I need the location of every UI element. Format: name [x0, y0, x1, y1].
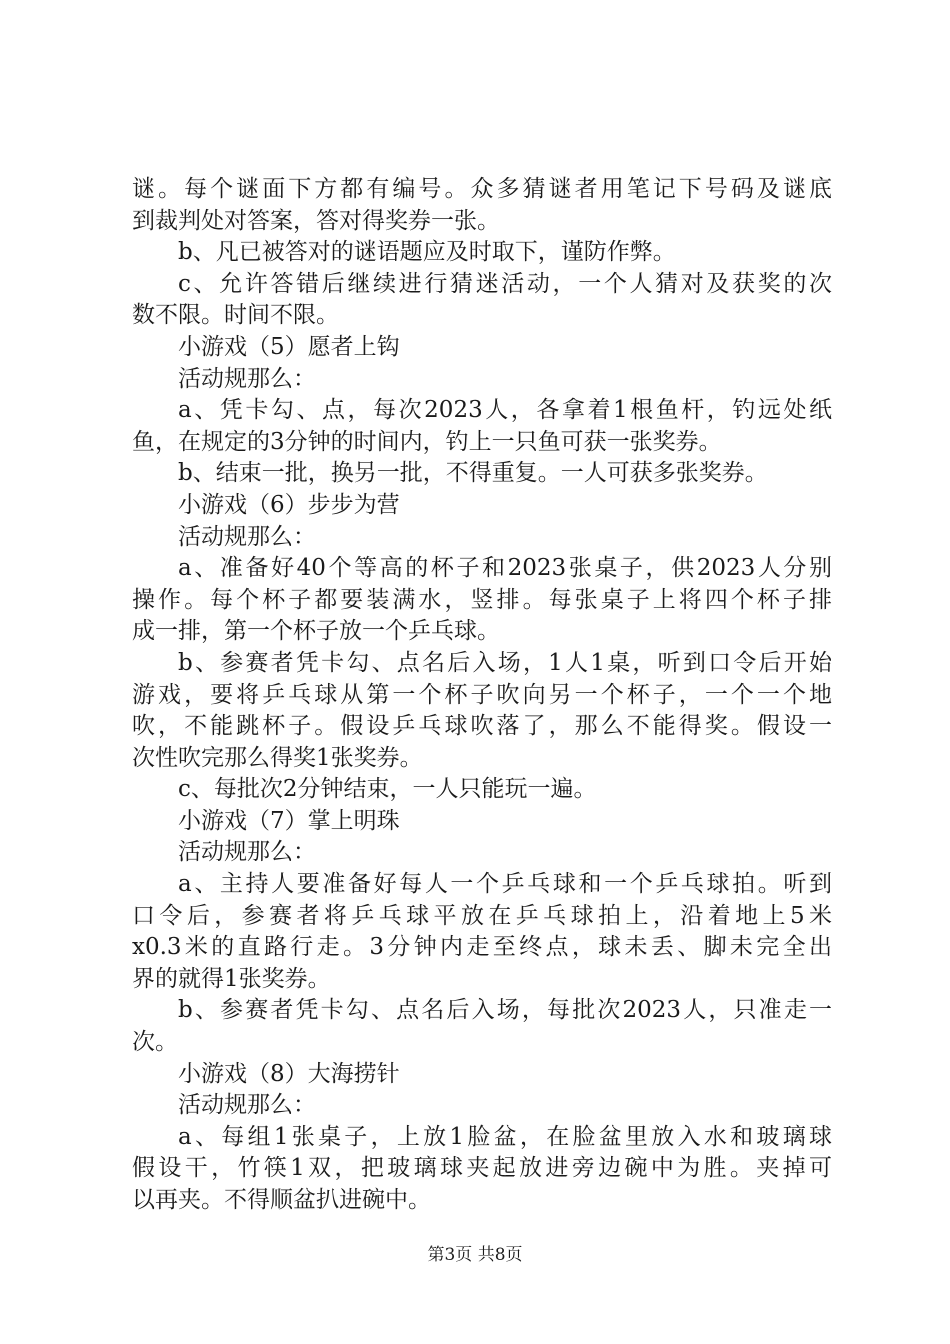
text-line: a、每组1张桌子，上放1脸盆，在脸盆里放入水和玻璃球 — [178, 1123, 832, 1150]
text-line: a、主持人要准备好每人一个乒乓球和一个乒乓球拍。听到 — [178, 871, 832, 898]
text-line: 以再夹。不得顺盆扒进碗中。 — [132, 1187, 431, 1213]
text-line: 谜。每个谜面下方都有编号。众多猜谜者用笔记下号码及谜底 — [132, 176, 832, 202]
rules-label: 活动规那么： — [178, 365, 316, 392]
page-number: 第3页 共8页 — [427, 1245, 523, 1265]
text-line: 到裁判处对答案，答对得奖券一张。 — [132, 207, 500, 234]
text-line: a、凭卡勾、点，每次2023人，各拿着1根鱼杆，钓远处纸 — [178, 397, 832, 424]
text-line: 成一排，第一个杯子放一个乒乓球。 — [132, 618, 500, 645]
text-line: 口令后，参赛者将乒乓球平放在乒乓球拍上，沿着地上5米 — [132, 902, 832, 929]
rules-label: 活动规那么： — [178, 839, 316, 866]
text-line: 吹，不能跳杯子。假设乒乓球吹落了，那么不能得奖。假设一 — [132, 713, 832, 740]
text-line: 鱼，在规定的3分钟的时间内，钓上一只鱼可获一张奖券。 — [132, 428, 722, 455]
text-line: b、结束一批，换另一批，不得重复。一人可获多张奖券。 — [178, 460, 768, 487]
text-line: 假设干，竹筷1双，把玻璃球夹起放进旁边碗中为胜。夹掉可 — [132, 1155, 832, 1182]
section-heading: 小游戏（7）掌上明珠 — [178, 807, 400, 834]
document-body — [132, 174, 832, 1217]
text-line: 界的就得1张奖券。 — [132, 965, 331, 992]
section-heading: 小游戏（8）大海捞针 — [178, 1060, 400, 1087]
section-heading: 小游戏（5）愿者上钩 — [178, 333, 400, 360]
text-line: 数不限。时间不限。 — [132, 302, 339, 329]
text-line: a、准备好40个等高的杯子和2023张桌子，供2023人分别 — [178, 555, 832, 582]
text-line: 游戏，要将乒乓球从第一个杯子吹向另一个杯子，一个一个地 — [132, 681, 832, 708]
rules-label: 活动规那么： — [178, 523, 316, 550]
text-line: 操作。每个杯子都要装满水，竖排。每张桌子上将四个杯子排 — [132, 586, 832, 613]
text-line: b、凡已被答对的谜语题应及时取下，谨防作弊。 — [178, 239, 676, 266]
text-line: x0.3米的直路行走。3分钟内走至终点，球未丢、脚未完全出 — [132, 934, 832, 961]
text-line: c、每批次2分钟结束，一人只能玩一遍。 — [178, 776, 597, 803]
text-line: c、允许答错后继续进行猜迷活动，一个人猜对及获奖的次 — [178, 270, 832, 297]
section-heading: 小游戏（6）步步为营 — [178, 491, 400, 518]
text-line: b、参赛者凭卡勾、点名后入场，每批次2023人，只准走一 — [178, 997, 832, 1024]
text-line: 次性吹完那么得奖1张奖券。 — [132, 744, 423, 771]
text-line: b、参赛者凭卡勾、点名后入场，1人1桌，听到口令后开始 — [178, 649, 832, 676]
text-line: 次。 — [132, 1029, 178, 1056]
rules-label: 活动规那么： — [178, 1092, 316, 1119]
